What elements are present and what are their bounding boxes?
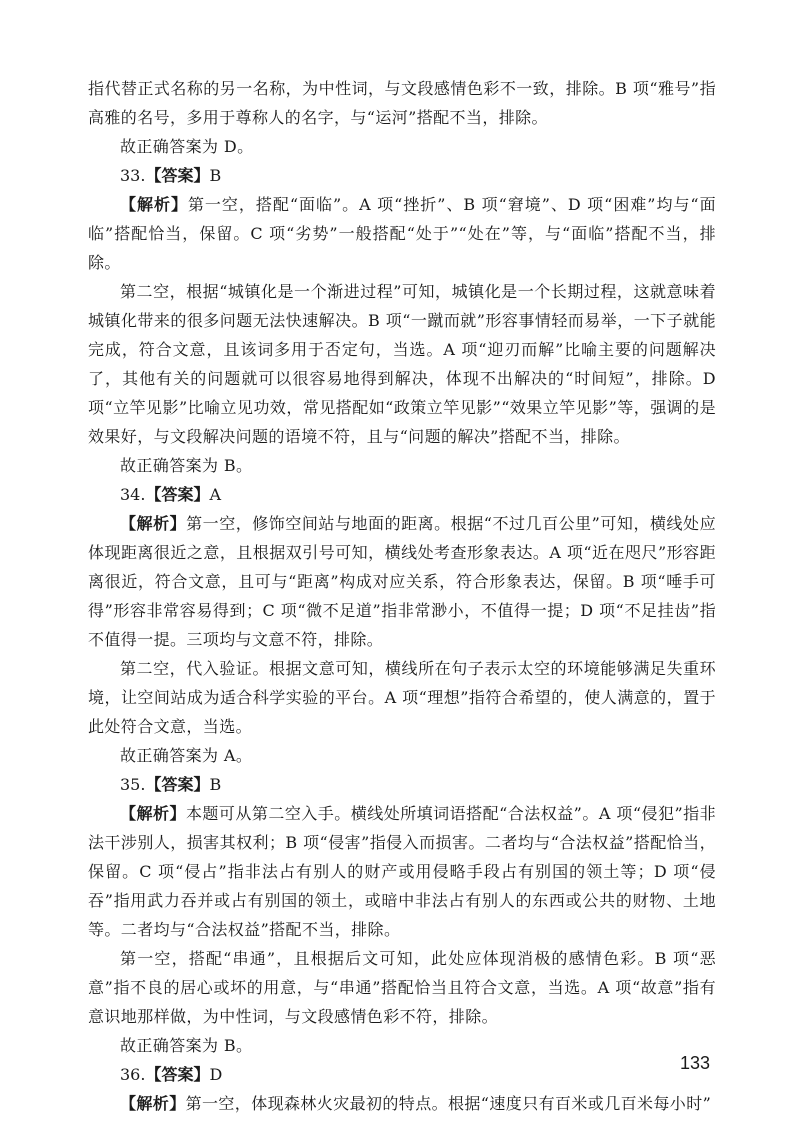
q35-conclusion: 故正确答案为 B。 bbox=[120, 1036, 253, 1055]
q35-answer-label: 【答案】 bbox=[145, 775, 210, 794]
q34-answer-line bbox=[88, 480, 716, 509]
q33-conclusion: 故正确答案为 B。 bbox=[120, 456, 253, 475]
q33-analysis-1-text: 第一空，搭配“面临”。A 项“挫折”、B 项“窘境”、D 项“困难”均与“面临”搭配恰当，保留。C 项“劣势”一般搭配“处于”“处在”等，与“面临”搭配不当，排除。 bbox=[88, 195, 716, 272]
q35-answer-value: B bbox=[209, 775, 222, 794]
q35-number: 35. bbox=[120, 775, 146, 794]
q33-answer-line bbox=[88, 161, 716, 190]
q33-analysis-1 bbox=[88, 190, 716, 277]
q35-analysis-2: 第一空，搭配“串通”，且根据后文可知，此处应体现消极的感情色彩。B 项“恶意”指不良的居心或坏的用意，与“串通”搭配恰当且符合文意，当选。A 项“故意”指有意识地那样做，为中性词，与文段感情色彩不符，排除。 bbox=[88, 949, 716, 1026]
q33-analysis-label: 【解析】 bbox=[120, 195, 188, 214]
q34-analysis-1 bbox=[88, 509, 716, 654]
q36-analysis-1-text: 第一空，体现森林火灾最初的特点。根据“速度只有百米或几百米每小时” bbox=[185, 1094, 712, 1113]
q36-analysis-label: 【解析】 bbox=[120, 1094, 186, 1113]
q34-analysis-label: 【解析】 bbox=[120, 514, 187, 533]
q34-analysis-1-text: 第一空，修饰空间站与地面的距离。根据“不过几百公里”可知，横线处应体现距离很近之意，且根据双引号可知，横线处考查形象表达。A 项“近在咫尺”形容距离很近，符合文意，且可与“距离”构成对应关系，符合形象表达，保留。B 项“唾手可得”形容非常容易得到；C 项“微不足道”指非常渺小，不值得一提；D 项“不足挂齿”指不值得一提。三项均与文意不符，排除。 bbox=[88, 514, 716, 649]
q36-answer-label: 【答案】 bbox=[145, 1065, 210, 1084]
page-number: 133 bbox=[679, 1053, 710, 1073]
q34-analysis-2: 第二空，代入验证。根据文意可知，横线所在句子表示太空的环境能够满足失重环境，让空间站成为适合科学实验的平台。A 项“理想”指符合希望的，使人满意的，置于此处符合文意，当选。 bbox=[88, 659, 716, 736]
q33-answer-value: B bbox=[209, 166, 222, 185]
q34-answer-value: A bbox=[209, 485, 222, 504]
q36-number: 36. bbox=[120, 1065, 146, 1084]
q35-analysis-label: 【解析】 bbox=[120, 804, 186, 823]
q35-analysis-1 bbox=[88, 799, 716, 944]
q34-number: 34. bbox=[120, 485, 146, 504]
q32-conclusion: 故正确答案为 D。 bbox=[120, 137, 254, 156]
q36-answer-line bbox=[88, 1060, 716, 1089]
q34-answer-label: 【答案】 bbox=[145, 485, 210, 504]
q33-answer-label: 【答案】 bbox=[145, 166, 210, 185]
page-body bbox=[88, 74, 716, 1118]
q35-answer-line bbox=[88, 770, 716, 799]
q33-analysis-2: 第二空，根据“城镇化是一个渐进过程”可知，城镇化是一个长期过程，这就意味着城镇化带来的很多问题无法快速解决。B 项“一蹴而就”形容事情轻而易举，一下子就能完成，符合文意，且该词多用于否定句，当选。A 项“迎刃而解”比喻主要的问题解决了，其他有关的问题就可以很容易地得到解决，体现不出解决的“时间短”，排除。D 项“立竿见影”比喻立见功效，常见搭配如“政策立竿见影”“效果立竿见影”等，强调的是效果好，与文段解决问题的语境不符，且与“问题的解决”搭配不当，排除。 bbox=[88, 282, 716, 446]
q35-analysis-1-text: 本题可从第二空入手。横线处所填词语搭配“合法权益”。A 项“侵犯”指非法干涉别人，损害其权利；B 项“侵害”指侵入而损害。二者均与“合法权益”搭配恰当，保留。C 项“侵占”指非法占有别人的财产或用侵略手段占有别国的领土等；D 项“侵吞”指用武力吞并或占有别国的领土，或暗中非法占有别人的东西或公共的财物、土地等。二者均与“合法权益”搭配不当，排除。 bbox=[88, 804, 716, 939]
q34-conclusion: 故正确答案为 A。 bbox=[120, 746, 253, 765]
q36-analysis-1 bbox=[88, 1089, 716, 1118]
q33-number: 33. bbox=[120, 166, 146, 185]
q36-answer-value: D bbox=[209, 1065, 223, 1084]
paragraph-q32-continuation: 指代替正式名称的另一名称，为中性词，与文段感情色彩不一致，排除。B 项“雅号”指高雅的名号，多用于尊称人的名字，与“运河”搭配不当，排除。 bbox=[88, 79, 716, 127]
